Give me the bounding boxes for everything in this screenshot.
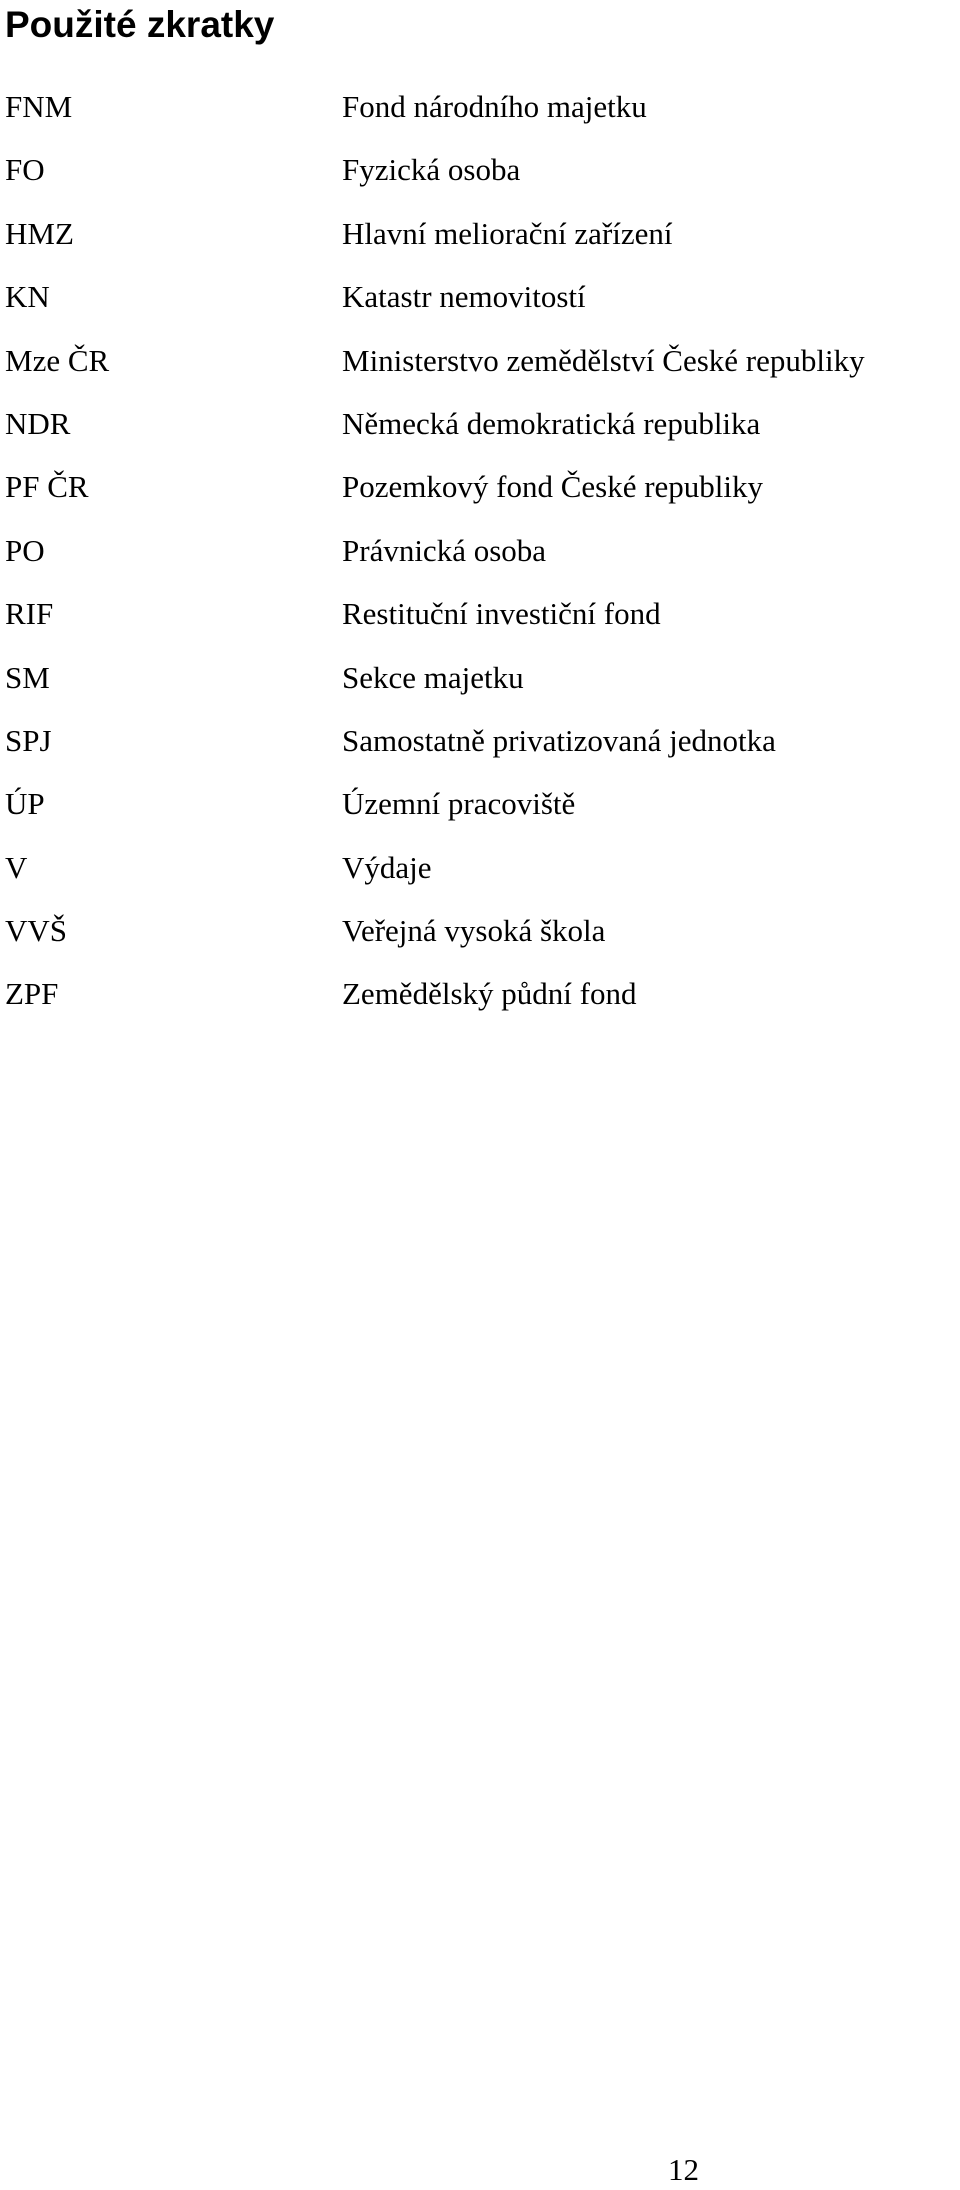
page-number: 12 — [668, 2152, 699, 2187]
abbreviation-code: KN — [5, 279, 50, 315]
abbreviation-row — [5, 404, 945, 467]
abbreviation-meaning: Sekce majetku — [342, 659, 524, 695]
abbreviation-row — [5, 87, 945, 150]
abbreviation-code: FO — [5, 152, 45, 188]
abbreviation-meaning: Územní pracoviště — [342, 786, 576, 822]
abbreviation-code: Mze ČR — [5, 342, 110, 378]
abbreviation-row — [5, 341, 945, 404]
abbreviation-row — [5, 658, 945, 721]
page-title: Použité zkratky — [5, 4, 275, 45]
abbreviation-meaning: Fyzická osoba — [342, 152, 521, 188]
abbreviation-meaning: Katastr nemovitostí — [342, 279, 586, 315]
abbreviation-code: HMZ — [5, 215, 74, 251]
abbreviation-code: PO — [5, 532, 45, 568]
abbreviation-meaning: Výdaje — [342, 849, 432, 885]
abbreviation-code: NDR — [5, 405, 71, 441]
abbreviation-row — [5, 214, 945, 277]
abbreviation-code: FNM — [5, 89, 73, 124]
abbreviation-row — [5, 531, 945, 594]
abbreviation-code: RIF — [5, 596, 54, 632]
abbreviation-row — [5, 911, 945, 974]
abbreviation-code: SPJ — [5, 722, 52, 758]
abbreviation-code: V — [5, 849, 28, 885]
abbreviation-meaning: Veřejná vysoká škola — [342, 913, 606, 949]
abbreviation-row — [5, 721, 945, 784]
abbreviation-meaning: Samostatně privatizovaná jednotka — [342, 722, 776, 758]
abbreviation-row — [5, 150, 945, 213]
abbreviation-row — [5, 277, 945, 340]
abbreviation-row — [5, 848, 945, 911]
abbreviation-meaning: Pozemkový fond České republiky — [342, 469, 764, 505]
abbreviation-meaning: Německá demokratická republika — [342, 405, 761, 441]
abbreviation-code: ÚP — [5, 786, 45, 822]
abbreviation-list — [5, 87, 945, 1038]
abbreviation-meaning: Ministerstvo zemědělství České republiky — [342, 342, 865, 378]
abbreviation-meaning: Zemědělský půdní fond — [342, 976, 637, 1012]
abbreviation-meaning: Právnická osoba — [342, 532, 547, 568]
abbreviation-row — [5, 594, 945, 657]
abbreviation-row — [5, 467, 945, 530]
abbreviation-code: PF ČR — [5, 469, 89, 505]
abbreviation-code: SM — [5, 659, 50, 695]
abbreviation-meaning: Hlavní meliorační zařízení — [342, 215, 673, 251]
abbreviation-code: ZPF — [5, 976, 59, 1012]
abbreviation-code: VVŠ — [5, 913, 68, 949]
abbreviation-row — [5, 784, 945, 847]
abbreviation-meaning: Restituční investiční fond — [342, 596, 661, 632]
abbreviation-row — [5, 974, 945, 1037]
abbreviation-meaning: Fond národního majetku — [342, 89, 647, 124]
